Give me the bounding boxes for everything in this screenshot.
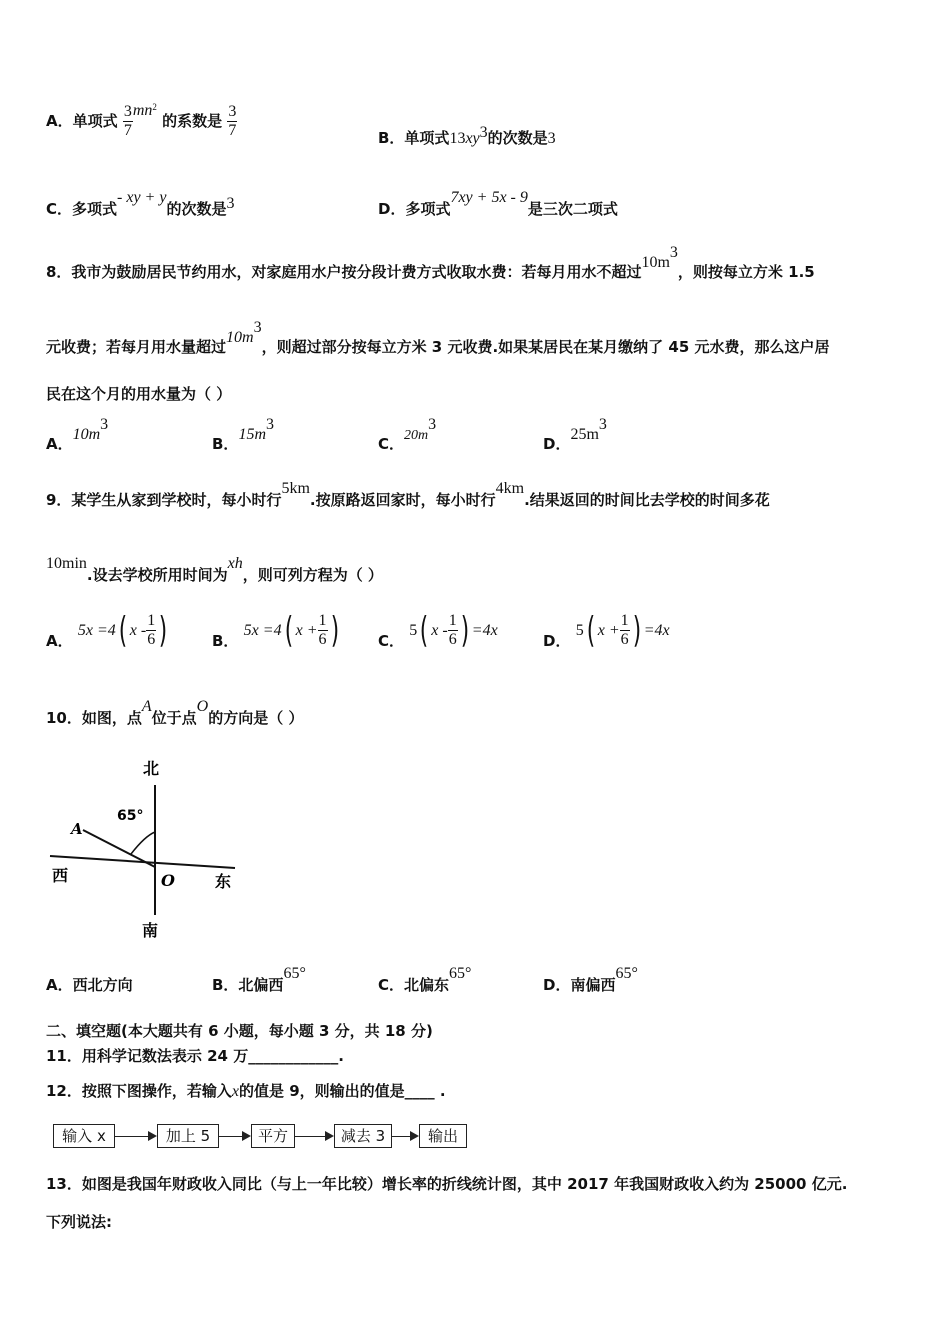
flow-sub3: 减去 3 xyxy=(334,1124,392,1148)
label-point-o: O xyxy=(161,871,175,890)
fraction: $\frac{3}{7}$ xyxy=(228,103,237,139)
flow-arrow xyxy=(295,1136,332,1137)
q8-option-b: B．$15m^3$ xyxy=(212,416,274,453)
q9-option-d: D． 5( x + $\frac{1}{6}$ ) =4x xyxy=(543,609,670,651)
label-south: 南 xyxy=(142,921,159,940)
label-angle: 65° xyxy=(117,808,144,824)
q13-line2: 下列说法: xyxy=(46,1213,112,1231)
label-point-a: A xyxy=(71,820,83,838)
q9-option-b: B． 5x =4( x + $\frac{1}{6}$ ) xyxy=(212,609,339,651)
section-heading: 二、填空题(本大题共有 6 小题，每小题 3 分，共 18 分) xyxy=(46,1022,433,1040)
q8-option-d: D．$25m^3$ xyxy=(543,416,607,453)
flow-arrow xyxy=(392,1136,417,1137)
flow-arrow xyxy=(115,1136,155,1137)
q7-option-c: C．多项式- xy + y的次数是3 xyxy=(46,189,235,218)
flow-add5: 加上 5 xyxy=(157,1124,219,1148)
q13-line1: 13．如图是我国年财政收入同比（与上一年比较）增长率的折线统计图，其中 2017 年我国财政收入约为 25000 亿元. xyxy=(46,1175,848,1193)
q8-option-a: A．$10m^3$ xyxy=(46,416,109,453)
flow-output: 输出 xyxy=(419,1124,467,1148)
direction-figure xyxy=(45,750,255,945)
fraction: $\frac{3}{7}$ xyxy=(123,103,132,139)
q9-option-c: C． 5( x - $\frac{1}{6}$ ) =4x xyxy=(378,609,498,651)
q9-line2: 10min.设去学校所用时间为xh，则可列方程为（ ） xyxy=(46,555,383,584)
q11: 11．用科学记数法表示 24 万____________. xyxy=(46,1047,344,1065)
flow-input: 输入 x xyxy=(53,1124,115,1148)
label-east: 东 xyxy=(215,872,232,891)
q10-option-a: A．西北方向 xyxy=(46,976,133,994)
q10-stem: 10．如图，点A位于点O的方向是（ ） xyxy=(46,698,304,727)
flow-square: 平方 xyxy=(251,1124,295,1148)
q7-option-a: A．单项式 $\frac{3}{7}$ mn2 的系数是 $\frac{3}{7}$ xyxy=(46,101,237,139)
q9-option-a: A． 5x =4( x - $\frac{1}{6}$ ) xyxy=(46,609,168,651)
west-east-axis xyxy=(50,856,235,868)
q8-line3: 民在这个月的用水量为（ ） xyxy=(46,385,232,403)
q7-option-b: B．单项式$13xy^3$的次数是3 xyxy=(378,124,556,147)
q8-line1: 8．我市为鼓励居民节约用水，对家庭用水户按分段计费方式收取水费：若每月用水不超过$10m^3$，则按每立方米 1.5 xyxy=(46,244,815,281)
q9-line1: 9．某学生从家到学校时，每小时行5km.按原路返回家时，每小时行4km.结果返回的时间比去学校的时间多花 xyxy=(46,480,770,509)
label-west: 西 xyxy=(52,866,69,885)
q8-line2: 元收费；若每月用水量超过$10m^3$，则超过部分按每立方米 3 元收费.如果某居民在某月缴纳了 45 元水费，那么这户居 xyxy=(46,319,830,356)
q10-option-b: B．北偏西65° xyxy=(212,965,306,994)
q10-option-d: D．南偏西65° xyxy=(543,965,638,994)
q10-option-c: C．北偏东65° xyxy=(378,965,472,994)
q12-stem: 12．按照下图操作，若输入x的值是 9，则输出的值是____ . xyxy=(46,1082,446,1100)
q8-option-c: C．$20m^3$ xyxy=(378,416,437,453)
q7-option-d: D．多项式7xy + 5x - 9是三次二项式 xyxy=(378,189,618,218)
flow-arrow xyxy=(219,1136,249,1137)
label-north: 北 xyxy=(143,759,160,778)
angle-arc xyxy=(131,832,155,854)
